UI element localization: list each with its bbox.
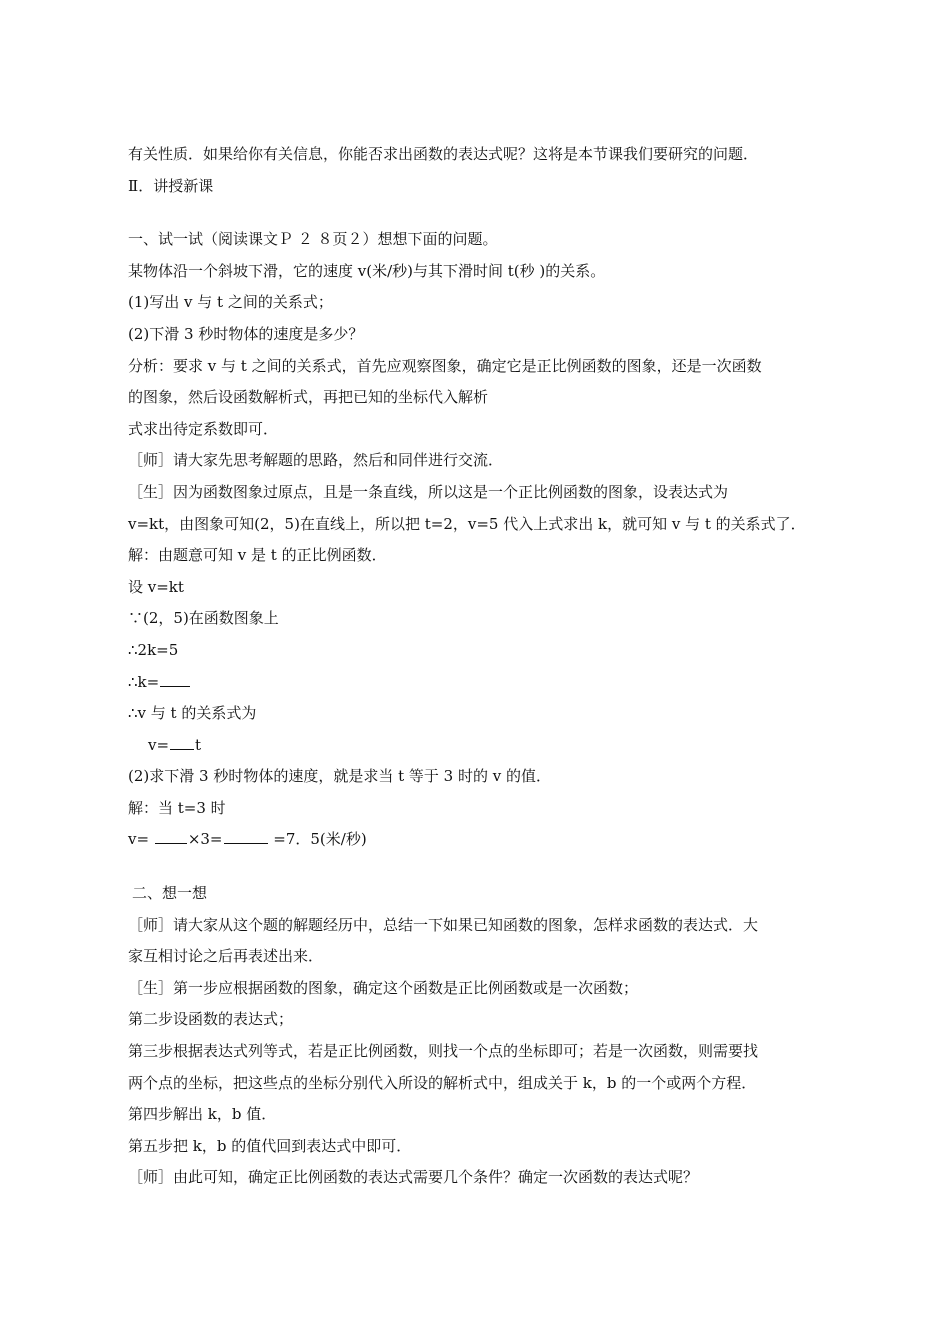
solution-line-2: 解：当 t=3 时: [128, 798, 226, 817]
step-therefore-2-text: ∴k=: [128, 672, 160, 691]
analysis-line-2: 的图象，然后设函数解析式，再把已知的坐标代入解析: [128, 388, 489, 407]
student-remark-1a: ［生］因为函数图象过原点，且是一条直线，所以这是一个正比例函数的图象，设表达式为: [128, 482, 729, 501]
question-2-explanation: (2)求下滑 3 秒时物体的速度，就是求当 t 等于 3 时的 v 的值．: [128, 767, 551, 786]
answer-blank-product: [224, 828, 268, 844]
solution-line-1: 解：由题意可知 v 是 t 的正比例函数．: [128, 546, 387, 565]
document-page: [128, 139, 840, 1194]
step-therefore-2: [128, 667, 840, 699]
step-5: 第五步把 k，b 的值代回到表达式中即可．: [128, 1136, 412, 1155]
spacer: [128, 202, 840, 224]
question-1: (1)写出 v 与 t 之间的关系式；: [128, 293, 333, 312]
calculation-line: [128, 824, 840, 856]
teacher-remark-3: ［师］由此可知，确定正比例函数的表达式需要几个条件？确定一次函数的表达式呢？: [128, 1168, 699, 1187]
step-set: 设 v=kt: [128, 577, 184, 596]
answer-blank-k: [160, 671, 190, 687]
calc-mid: ×3=: [187, 830, 223, 849]
answer-blank-factor: [155, 828, 187, 844]
problem-statement: 某物体沿一个斜坡下滑，它的速度 v(米/秒)与其下滑时间 t(秒 )的关系。: [128, 261, 606, 280]
step-therefore-1: ∴2k=5: [128, 640, 179, 659]
part1-heading: 一、试一试（阅读课文Ｐ ２ ８页２）想想下面的问题。: [128, 230, 498, 249]
calc-prefix: v=: [128, 830, 154, 849]
analysis-line-1: 分析：要求 v 与 t 之间的关系式，首先应观察图象，确定它是正比例函数的图象，还是一次函数: [128, 356, 762, 375]
part2-heading: 二、想一想: [132, 884, 208, 903]
step-3a: 第三步根据表达式列等式，若是正比例函数，则找一个点的坐标即可；若是一次函数，则需要找: [128, 1042, 759, 1061]
teacher-remark-2a: ［师］请大家从这个题的解题经历中，总结一下如果已知函数的图象，怎样求函数的表达式．大: [128, 915, 759, 934]
analysis-line-3: 式求出待定系数即可．: [128, 419, 279, 438]
step-v-prefix: v=: [148, 735, 170, 754]
calc-suffix: =7．5(米/秒): [268, 830, 367, 849]
step-v-suffix: t: [195, 735, 202, 754]
answer-blank-coefficient: [170, 734, 194, 750]
step-because: ∵(2，5)在函数图象上: [128, 609, 279, 628]
step-therefore-3: ∴v 与 t 的关系式为: [128, 704, 257, 723]
step-v-expression: [128, 730, 840, 762]
teacher-remark-1: ［师］请大家先思考解题的思路，然后和同伴进行交流．: [128, 451, 504, 470]
step-4: 第四步解出 k，b 值．: [128, 1105, 277, 1124]
question-2: (2)下滑 3 秒时物体的速度是多少？: [128, 324, 364, 343]
student-remark-2: ［生］第一步应根据函数的图象，确定这个函数是正比例函数或是一次函数；: [128, 978, 639, 997]
intro-line: 有关性质．如果给你有关信息，你能否求出函数的表达式呢？这将是本节课我们要研究的问题．: [128, 145, 759, 163]
step-2: 第二步设函数的表达式；: [128, 1010, 294, 1029]
student-remark-1b: v=kt，由图象可知(2，5)在直线上，所以把 t=2，v=5 代入上式求出 k，就可知 v 与 t 的关系式了．: [128, 514, 806, 533]
teacher-remark-2b: 家互相讨论之后再表述出来．: [128, 947, 324, 966]
spacer: [128, 856, 840, 878]
step-3b: 两个点的坐标，把这些点的坐标分别代入所设的解析式中，组成关于 k，b 的一个或两个方程．: [128, 1073, 757, 1092]
section-heading: Ⅱ．讲授新课: [128, 176, 214, 195]
